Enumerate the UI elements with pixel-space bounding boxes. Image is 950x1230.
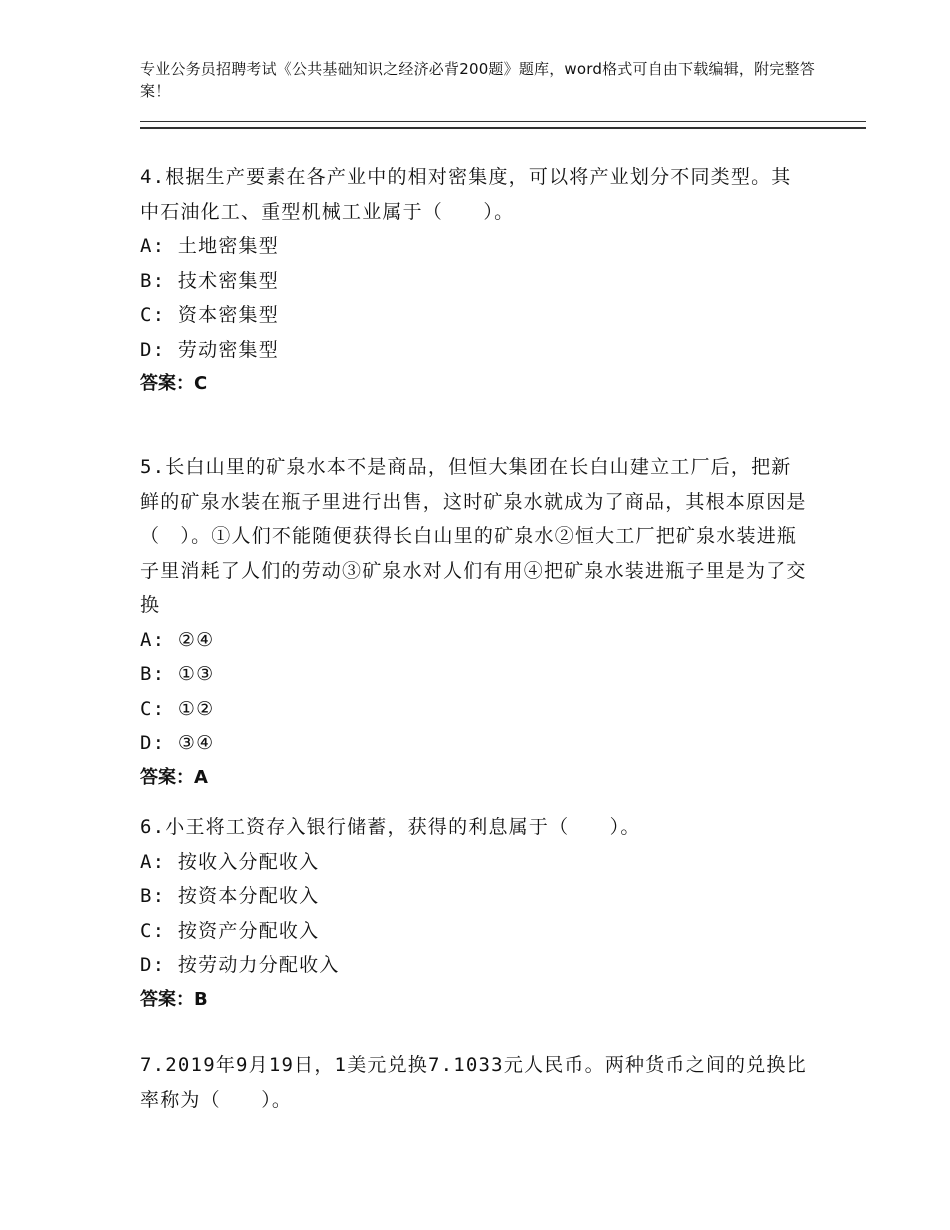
- answer-label: 答案：B: [140, 988, 208, 1010]
- option-c: C: 资本密集型: [140, 304, 279, 326]
- answer-label: 答案：C: [140, 373, 208, 394]
- question-stem: 5.长白山里的矿泉水本不是商品，但恒大集团在长白山建立工厂后，把新鲜的矿泉水装在瓶子里进行出售，这时矿泉水就成为了商品，其根本原因是（ ）。①人们不能随便获得长白山里的矿泉水②恒大工厂把矿泉水装进瓶子里消耗了人们的劳动③矿泉水对人们有用④把矿泉水装进瓶子里是为了交换: [140, 456, 807, 616]
- question-5: [140, 450, 810, 795]
- option-c: C: 按资产分配收入: [140, 919, 320, 942]
- option-b: B: 按资本分配收入: [140, 885, 320, 907]
- header-divider: [140, 121, 866, 129]
- answer-label: 答案：A: [140, 766, 208, 788]
- option-a: A: 土地密集型: [140, 235, 279, 257]
- question-6: [140, 810, 810, 1017]
- option-d: D: 按劳动力分配收入: [140, 954, 340, 976]
- option-d: D: 劳动密集型: [140, 338, 279, 361]
- question-4: [140, 160, 810, 402]
- option-c: C: ①②: [140, 697, 215, 720]
- option-a: A: ②④: [140, 628, 215, 651]
- document-header: 专业公务员招聘考试《公共基础知识之经济必背200题》题库，word格式可自由下载编辑，附完整答案！: [140, 60, 815, 100]
- option-b: B: ①③: [140, 663, 215, 685]
- option-a: A: 按收入分配收入: [140, 850, 320, 873]
- question-stem: 6.小王将工资存入银行储蓄，获得的利息属于（ ）。: [140, 816, 641, 838]
- option-d: D: ③④: [140, 732, 215, 754]
- question-stem: 7.2019年9月19日，1美元兑换7.1033元人民币。两种货币之间的兑换比率称为（ ）。: [140, 1054, 807, 1111]
- question-7: [140, 1048, 810, 1117]
- option-b: B: 技术密集型: [140, 269, 279, 292]
- question-stem: 4.根据生产要素在各产业中的相对密集度，可以将产业划分不同类型。其中石油化工、重型机械工业属于（ ）。: [140, 166, 792, 223]
